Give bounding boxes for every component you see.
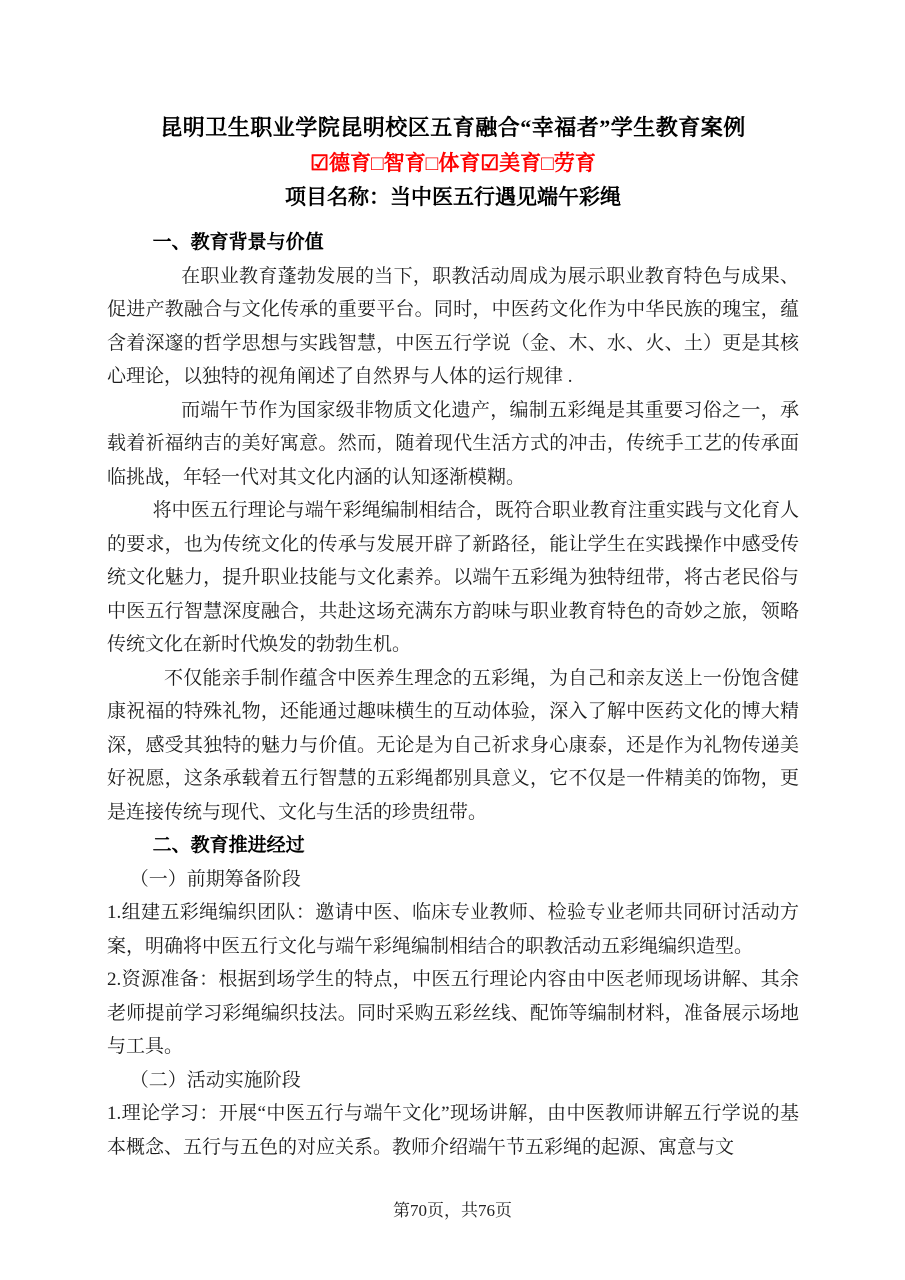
section-heading-1: 一、教育背景与价值 — [152, 232, 324, 253]
project-name-line: 项目名称：当中医五行遇见端午彩绳 — [285, 185, 621, 209]
doc-title: 昆明卫生职业学院昆明校区五育融合“幸福者”学生教育案例 — [160, 115, 746, 140]
five-education-checkline: ☑德育□智育□体育☑美育□劳育 — [310, 151, 596, 175]
document-content — [107, 112, 799, 1164]
list-item: 1.组建五彩绳编织团队：邀请中医、临床专业教师、检验专业老师共同研讨活动方案，明确将中医五行文化与端午彩绳编制相结合的职教活动五彩绳编织造型。 — [107, 902, 799, 957]
subsection-heading: （一）前期筹备阶段 — [129, 868, 301, 890]
page-footer: 第70页，共76页 — [393, 1201, 512, 1220]
paragraph: 不仅能亲手制作蕴含中医养生理念的五彩绳，为自己和亲友送上一份饱含健康祝福的特殊礼物，还能通过趣味横生的互动体验，深入了解中医药文化的博大精深，感受其独特的魅力与价值。无论是为自己祈求身心康泰，还是作为礼物传递美好祝愿，这条承载着五行智慧的五彩绳都别具意义，它不仅是一件精美的饰物，更是连接传统与现代、文化与生活的珍贵纽带。 — [107, 667, 799, 823]
section-heading-2: 二、教育推进经过 — [152, 835, 305, 856]
document-body — [107, 226, 799, 1164]
paragraph: 在职业教育蓬勃发展的当下，职教活动周成为展示职业教育特色与成果、促进产教融合与文化传承的重要平台。同时，中医药文化作为中华民族的瑰宝，蕴含着深邃的哲学思想与实践智慧，中医五行学说（金、木、水、火、土）更是其核心理论，以独特的视角阐述了自然界与人体的运行规律 . — [107, 265, 799, 387]
paragraph: 将中医五行理论与端午彩绳编制相结合，既符合职业教育注重实践与文化育人的要求，也为传统文化的传承与发展开辟了新路径，能让学生在实践操作中感受传统文化魅力，提升职业技能与文化素养。以端午五彩绳为独特纽带，将古老民俗与中医五行智慧深度融合，共赴这场充满东方韵味与职业教育特色的奇妙之旅，领略传统文化在新时代焕发的勃勃生机。 — [107, 500, 799, 655]
paragraph: 而端午节作为国家级非物质文化遗产，编制五彩绳是其重要习俗之一，承载着祈福纳吉的美好寓意。然而，随着现代生活方式的冲击，传统手工艺的传承面临挑战，年轻一代对其文化内涵的认知逐渐模糊。 — [107, 399, 799, 488]
subsection-heading: （二）活动实施阶段 — [129, 1069, 301, 1091]
list-item: 1.理论学习：开展“中医五行与端午文化”现场讲解，由中医教师讲解五行学说的基本概念、五行与五色的对应关系。教师介绍端午节五彩绳的起源、寓意与文 — [107, 1103, 799, 1158]
list-item: 2.资源准备：根据到场学生的特点，中医五行理论内容由中医老师现场讲解、其余老师提前学习彩绳编织技法。同时采购五彩丝线、配饰等编制材料，准备展示场地与工具。 — [107, 969, 799, 1057]
